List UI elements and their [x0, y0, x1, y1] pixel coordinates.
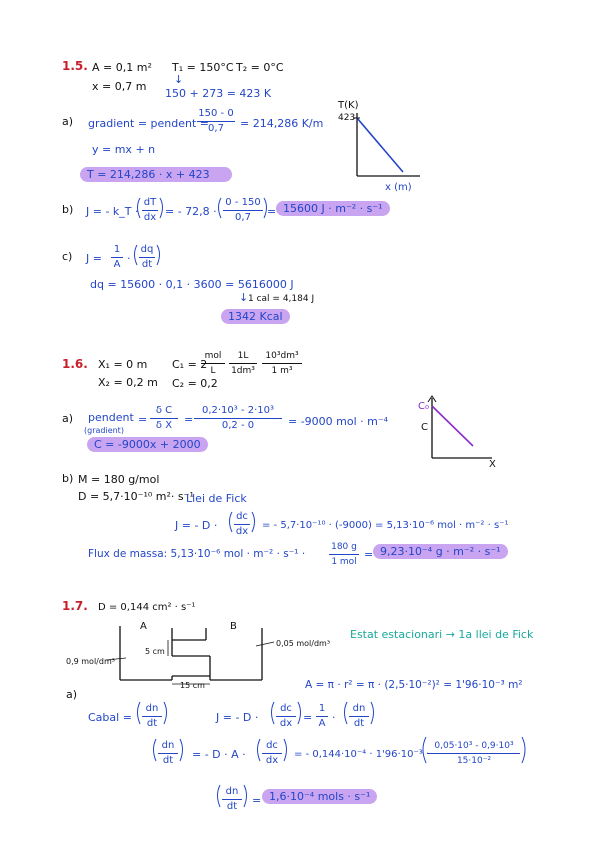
- pointer-line: [106, 658, 126, 660]
- paren: [298, 702, 301, 724]
- flux-formula: J = - k_T ·: [86, 205, 139, 218]
- paren: [252, 512, 255, 532]
- part-label: c): [62, 250, 73, 263]
- answer-highlight: 9,23·10⁻⁴ g · m⁻² · s⁻¹: [373, 544, 508, 559]
- concentration-graph: [432, 398, 492, 458]
- answer-highlight: 15600 J · m⁻² · s⁻¹: [276, 201, 390, 216]
- temperature-line: [357, 118, 403, 172]
- part-label: a): [66, 688, 78, 701]
- paren: [157, 245, 160, 265]
- flow-fraction: dn dt: [142, 703, 162, 730]
- calorie-conversion: 1 cal = 4,184 J: [248, 294, 315, 304]
- equals-sign: =: [364, 548, 374, 561]
- flow-label: Cabal =: [88, 711, 132, 724]
- paren: [180, 739, 183, 761]
- equals-sign: =: [184, 413, 194, 426]
- graph-y-label: T(K): [338, 100, 359, 111]
- given-diffusivity: D = 0,144 cm² · s⁻¹: [98, 602, 196, 613]
- rate-fraction: dn dt: [349, 703, 369, 730]
- kelvin-conversion: 150 + 273 = 423 K: [165, 87, 272, 100]
- part-label: a): [62, 115, 74, 128]
- equals-sign: =: [138, 413, 148, 426]
- given-c2: C₂ = 0,2: [172, 377, 218, 390]
- pointer-line: [256, 642, 274, 646]
- graph-y-label: C: [421, 422, 428, 433]
- fick-result: = - 5,7·10⁻¹⁰ · (-9000) = 5,13·10⁻⁶ mol · m⁻² · s⁻¹: [262, 520, 509, 531]
- paren: [258, 739, 261, 761]
- part-label: b): [62, 203, 74, 216]
- arrow-down-icon: ↓: [239, 291, 249, 304]
- slope-fraction: 0,2·10³ - 2·10³ 0,2 - 0: [194, 405, 282, 432]
- answer-highlight: T = 214,286 · x + 423: [80, 167, 232, 182]
- law-name: Llei de Fick: [186, 492, 247, 505]
- equals-sign: =: [252, 794, 262, 807]
- paren: [164, 702, 167, 724]
- slope-sublabel: (gradient): [84, 426, 124, 435]
- area-calculation: A = π · r² = π · (2,5·10⁻²)² = 1'96·10⁻³ m²: [305, 679, 523, 691]
- unit-fraction: mol L: [201, 350, 225, 377]
- graph-x-label: X: [489, 459, 496, 470]
- given-c1: C₁ = 2: [172, 358, 208, 371]
- tank-b-label: B: [230, 621, 237, 632]
- paren: [138, 198, 141, 218]
- given-area: A = 0,1 m²: [92, 61, 152, 74]
- arrow-down-icon: ↓: [174, 73, 184, 86]
- gradient-label: gradient = pendent =: [88, 117, 210, 130]
- gradient-fraction: 150 - 0 0,7: [198, 108, 234, 134]
- given-x: x = 0,7 m: [92, 80, 147, 93]
- paren: [138, 702, 141, 724]
- paren: [135, 245, 138, 265]
- molar-mass: M = 180 g/mol: [78, 473, 160, 486]
- diffusivity: D = 5,7·10⁻¹⁰ m²· s⁻¹: [78, 490, 194, 503]
- paren: [345, 702, 348, 724]
- fick-formula: J = - D ·: [175, 519, 218, 532]
- linear-equation: y = mx + n: [92, 143, 156, 156]
- tank-diagram: [120, 626, 262, 680]
- part-label: b): [62, 472, 74, 485]
- problem-number: 1.5.: [62, 59, 88, 73]
- given-x1: X₁ = 0 m: [98, 358, 148, 371]
- paren: [218, 785, 221, 807]
- flux-substitution: = - 72,8 ·: [165, 205, 217, 218]
- paren: [284, 739, 287, 761]
- rate-fraction: dq dt: [140, 244, 154, 270]
- unit-fraction: 10³dm³ 1 m³: [262, 350, 302, 377]
- heat-calculation: dq = 15600 · 0,1 · 3600 = 5616000 J: [90, 278, 294, 291]
- paren: [522, 737, 525, 763]
- paren: [371, 702, 374, 724]
- concentration-fraction: 0,05·10³ - 0,9·10³ 15·10⁻²: [428, 740, 520, 767]
- given-x2: X₂ = 0,2 m: [98, 376, 158, 389]
- gradient-fraction: dc dx: [235, 511, 249, 537]
- graph-y-value: C₀: [418, 401, 429, 412]
- tank-a-label: A: [140, 621, 147, 632]
- equals-sign: =: [267, 205, 277, 218]
- fick-formula: J = - D ·: [216, 711, 259, 724]
- derivative-fraction: dT dx: [143, 197, 157, 223]
- graph-x-label: x (m): [385, 182, 412, 193]
- given-t1: T₁ = 150°C: [172, 61, 234, 74]
- paren: [219, 198, 222, 218]
- steady-state-note: Estat estacionari → 1a llei de Fick: [350, 628, 534, 641]
- temperature-graph: [357, 113, 420, 176]
- dot: ·: [127, 252, 131, 265]
- unit-fraction: 1L 1dm³: [229, 350, 257, 377]
- slope-result: = -9000 mol · m⁻⁴: [288, 415, 389, 428]
- rate-substitution: = - 0,144·10⁻⁴ · 1'96·10⁻³ ·: [294, 749, 430, 760]
- paren: [272, 702, 275, 724]
- mass-flux-line: Flux de massa: 5,13·10⁻⁶ mol · m⁻² · s⁻¹ ·: [88, 548, 306, 560]
- problem-number: 1.7.: [62, 599, 88, 613]
- dim-length: 15 cm: [180, 681, 205, 690]
- paren: [264, 198, 267, 218]
- slope-label: pendent: [88, 411, 134, 424]
- paren: [423, 737, 426, 763]
- part-label: a): [62, 412, 74, 425]
- paren: [244, 785, 247, 807]
- delta-fraction: δ C δ X: [150, 405, 178, 432]
- inverse-area-fraction: 1 A: [316, 703, 328, 730]
- paren: [160, 198, 163, 218]
- gradient-fraction: dc dx: [276, 703, 296, 730]
- rate-fraction: dn dt: [222, 786, 242, 813]
- dot: ·: [332, 711, 336, 724]
- rate-equation: = - D · A ·: [192, 748, 246, 761]
- flux-definition: J =: [86, 252, 102, 265]
- graph-y-value: 423: [338, 113, 356, 123]
- conc-left: 0,9 mol/dm³: [66, 657, 115, 666]
- paren: [230, 512, 233, 532]
- gradient-result: = 214,286 K/m: [240, 117, 324, 130]
- answer-highlight: 1,6·10⁻⁴ mols · s⁻¹: [262, 789, 377, 804]
- problem-number: 1.6.: [62, 357, 88, 371]
- concentration-line: [432, 406, 473, 446]
- paren: [154, 739, 157, 761]
- molar-mass-fraction: 180 g 1 mol: [329, 541, 359, 568]
- answer-highlight: C = -9000x + 2000: [87, 437, 208, 452]
- inverse-area-fraction: 1 A: [111, 244, 123, 271]
- conc-right: 0,05 mol/dm³: [276, 639, 331, 648]
- answer-highlight: 1342 Kcal: [221, 309, 290, 324]
- given-t2: T₂ = 0°C: [236, 61, 284, 74]
- gradient-fraction: dc dx: [262, 740, 282, 767]
- equals-sign: =: [303, 711, 313, 724]
- rate-fraction: dn dt: [158, 740, 178, 767]
- dim-height: 5 cm: [145, 647, 165, 656]
- substitution-fraction: 0 - 150 0,7: [223, 197, 263, 224]
